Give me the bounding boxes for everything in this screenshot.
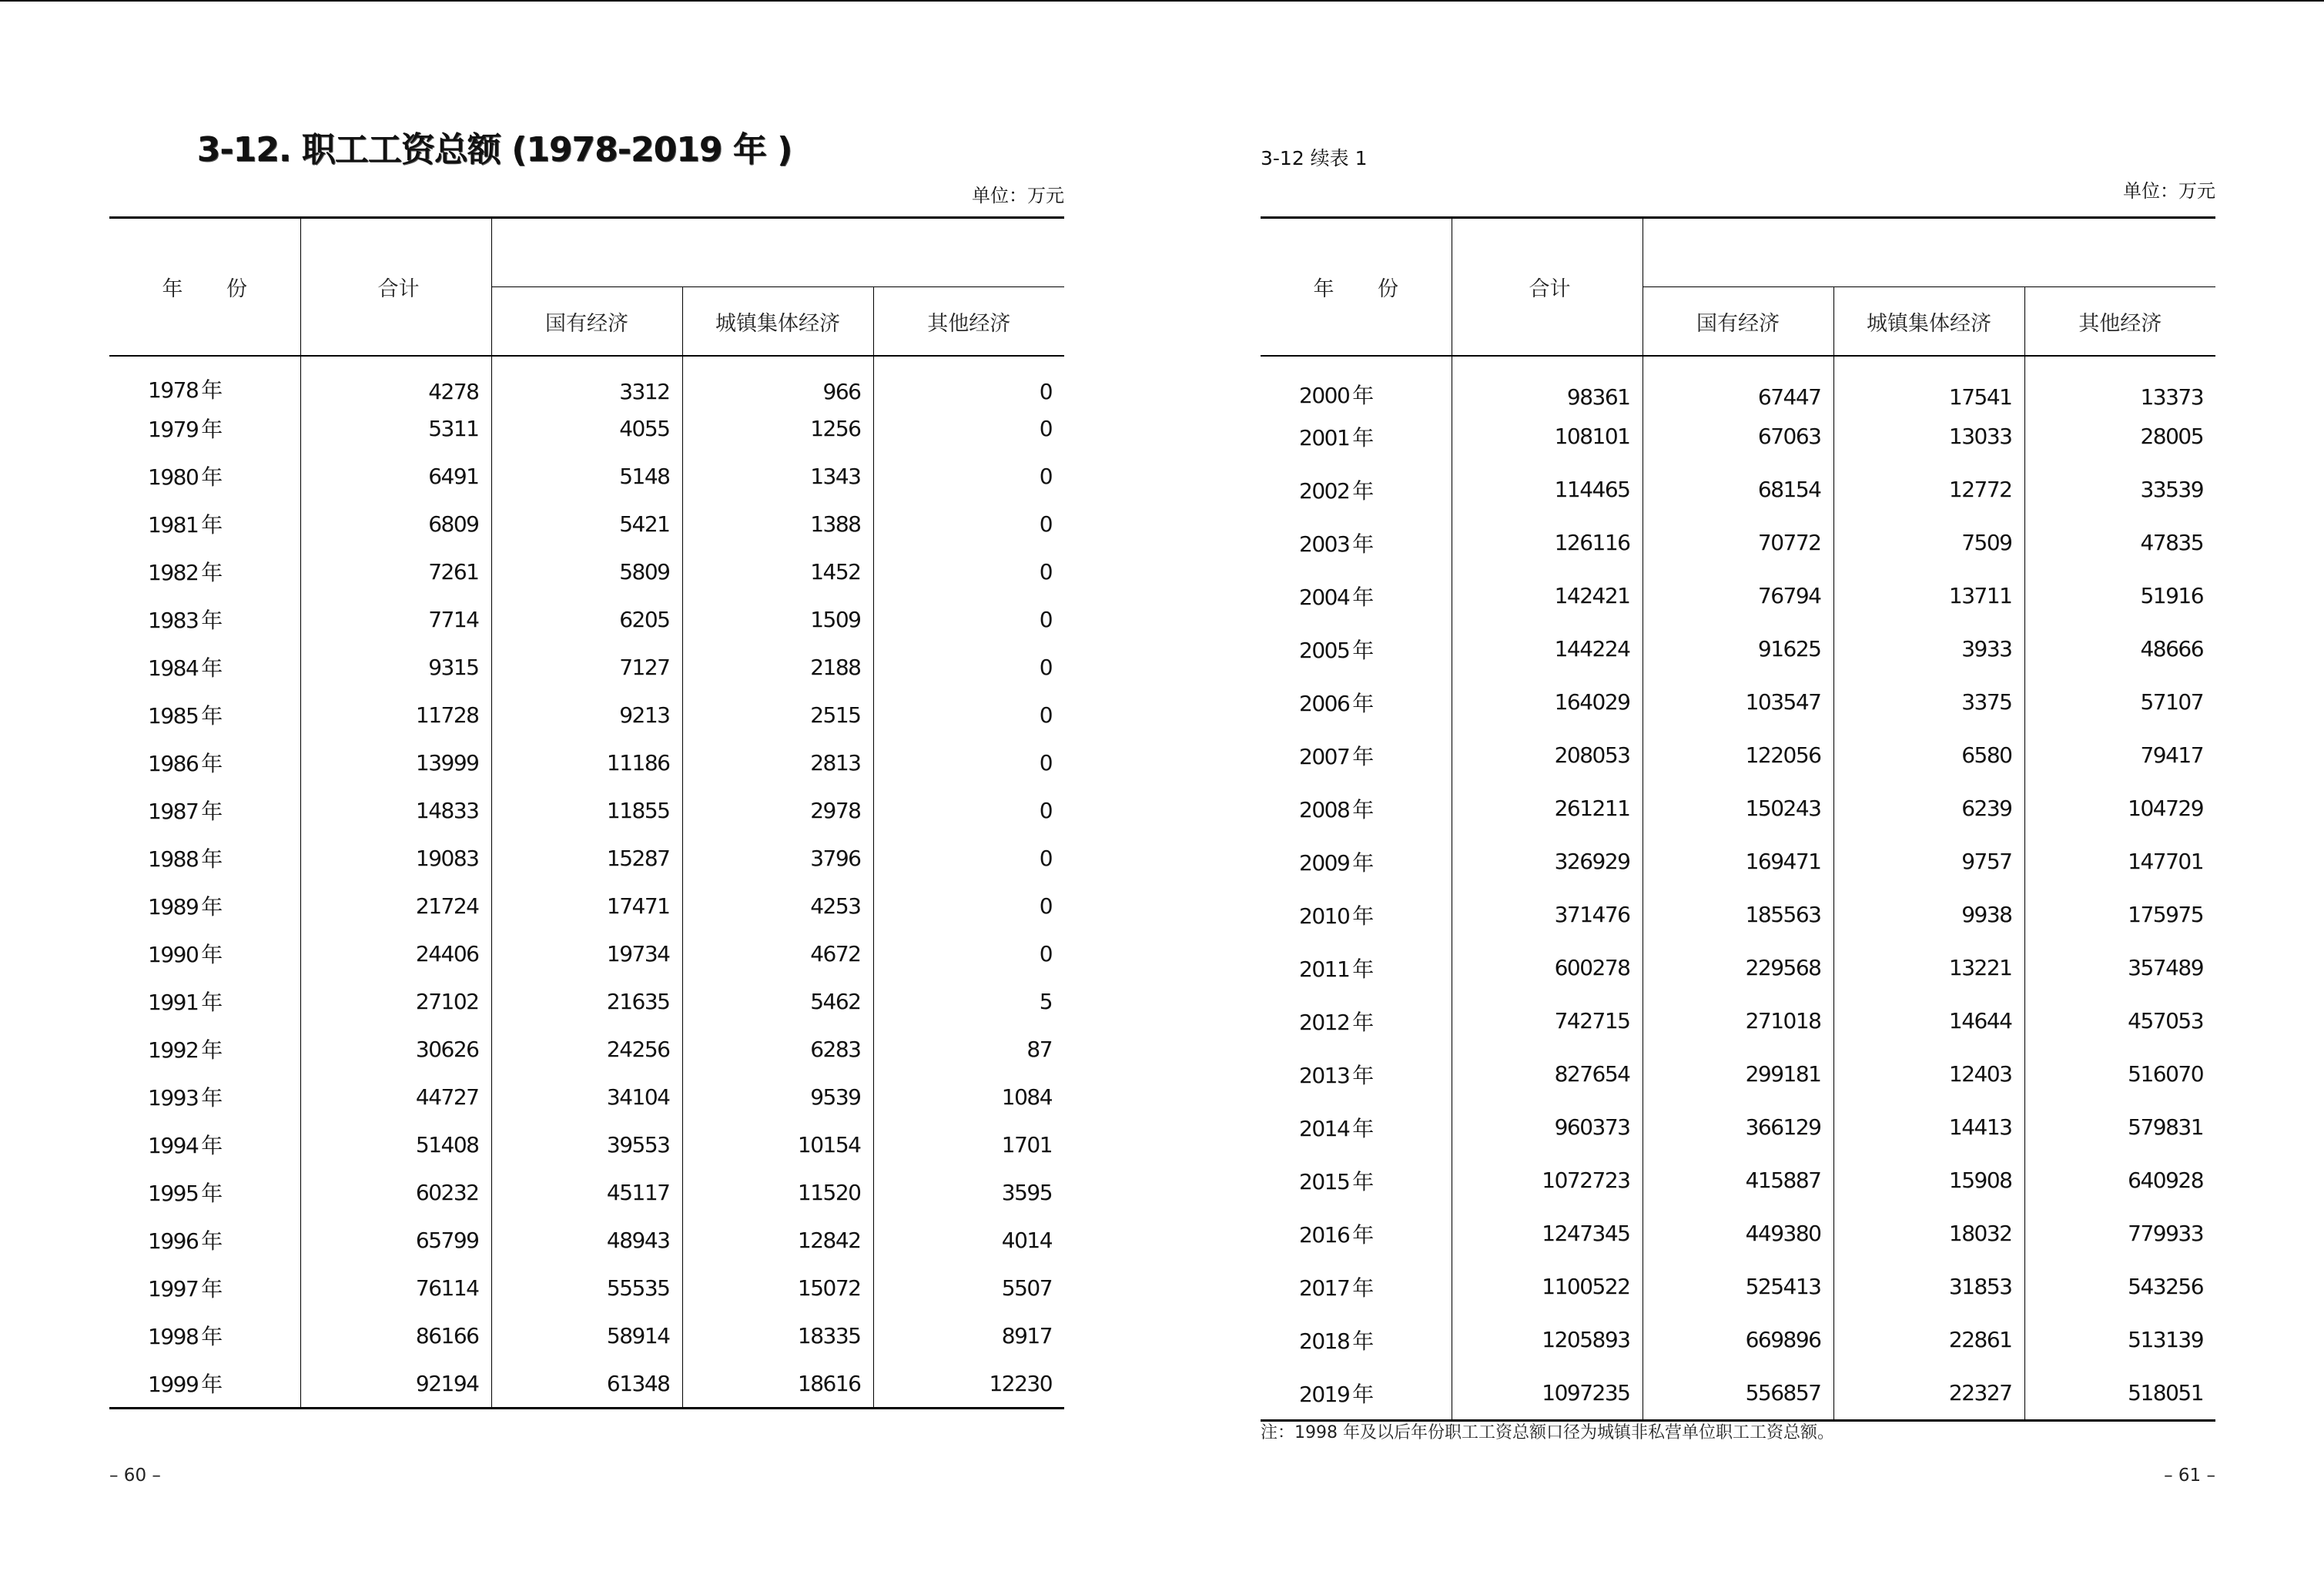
year-cell: 2002 年 [1261, 463, 1452, 516]
year-cell: 2004 年 [1261, 569, 1452, 622]
state-owned-cell: 67447 [1643, 356, 1833, 410]
header-total: 合计 [1452, 218, 1643, 357]
table-row [1261, 356, 2215, 410]
table-row [1261, 516, 2215, 569]
total-cell: 164029 [1452, 675, 1643, 729]
state-owned-cell: 68154 [1643, 463, 1833, 516]
year-cell: 1991 年 [109, 977, 300, 1025]
other-cell: 640928 [2128, 1168, 2204, 1193]
urban-collective-cell: 7509 [1833, 516, 2024, 569]
table-row [1261, 1260, 2215, 1313]
urban-collective-cell: 6580 [1833, 729, 2024, 782]
urban-collective-cell: 2515 [682, 691, 873, 739]
year-cell: 2008 年 [1261, 782, 1452, 835]
table-row [109, 595, 1064, 643]
other-cell: 12230 [873, 1359, 1064, 1409]
state-owned-cell: 9213 [491, 691, 682, 739]
urban-collective-cell: 9757 [1833, 835, 2024, 888]
urban-collective-cell: 3796 [682, 834, 873, 882]
year-cell: 1996 年 [109, 1216, 300, 1264]
table-row [1261, 782, 2215, 835]
year-cell: 1999 年 [109, 1359, 300, 1409]
total-cell: 126116 [1452, 516, 1643, 569]
state-owned-cell: 55535 [491, 1264, 682, 1312]
other-cell: 47835 [2140, 530, 2204, 555]
state-owned-cell: 7127 [491, 643, 682, 691]
state-owned-cell: 61348 [491, 1359, 682, 1409]
year-cell: 2016 年 [1261, 1207, 1452, 1260]
table-row [109, 356, 1064, 404]
urban-collective-cell: 3375 [1833, 675, 2024, 729]
total-cell: 742715 [1452, 994, 1643, 1047]
other-cell: 147701 [2128, 849, 2204, 874]
total-cell: 108101 [1452, 410, 1643, 463]
year-cell: 2019 年 [1261, 1366, 1452, 1421]
other-cell: 33539 [2140, 477, 2204, 502]
year-cell: 2009 年 [1261, 835, 1452, 888]
state-owned-cell: 11186 [491, 739, 682, 786]
header-spacer [491, 218, 1064, 287]
state-owned-cell: 150243 [1643, 782, 1833, 835]
other-cell: 0 [1039, 702, 1053, 728]
table-row [109, 739, 1064, 786]
other-cell: 0 [1039, 415, 1053, 441]
urban-collective-cell: 18616 [682, 1359, 873, 1409]
other-cell: 51916 [2140, 583, 2204, 608]
table-row [1261, 410, 2215, 463]
urban-collective-cell: 12403 [1833, 1047, 2024, 1101]
year-cell: 1994 年 [109, 1121, 300, 1168]
table-row [109, 1073, 1064, 1121]
urban-collective-cell: 12842 [682, 1216, 873, 1264]
year-cell: 1983 年 [109, 595, 300, 643]
state-owned-cell: 229568 [1643, 941, 1833, 994]
urban-collective-cell: 966 [682, 356, 873, 404]
header-total: 合计 [300, 218, 491, 357]
table-row [109, 1359, 1064, 1409]
year-cell: 1990 年 [109, 930, 300, 977]
urban-collective-cell: 1509 [682, 595, 873, 643]
wage-table-2000-2019 [1261, 216, 2215, 1422]
total-cell: 27102 [300, 977, 491, 1025]
year-cell: 1992 年 [109, 1025, 300, 1073]
other-cell: 357489 [2128, 955, 2204, 980]
table-body [109, 356, 1064, 1409]
total-cell: 7714 [300, 595, 491, 643]
table-row [109, 691, 1064, 739]
urban-collective-cell: 13711 [1833, 569, 2024, 622]
total-cell: 13999 [300, 739, 491, 786]
year-cell: 2007 年 [1261, 729, 1452, 782]
other-cell: 28005 [2140, 424, 2204, 449]
year-cell: 2011 年 [1261, 941, 1452, 994]
total-cell: 24406 [300, 930, 491, 977]
total-cell: 86166 [300, 1312, 491, 1359]
urban-collective-cell: 18335 [682, 1312, 873, 1359]
other-cell: 3595 [1001, 1179, 1053, 1205]
total-cell: 11728 [300, 691, 491, 739]
year-cell: 2014 年 [1261, 1101, 1452, 1154]
urban-collective-cell: 13033 [1833, 410, 2024, 463]
total-cell: 827654 [1452, 1047, 1643, 1101]
state-owned-cell: 556857 [1643, 1366, 1833, 1421]
total-cell: 114465 [1452, 463, 1643, 516]
table-row [109, 1216, 1064, 1264]
total-cell: 98361 [1452, 356, 1643, 410]
page-number: – 61 – [2164, 1466, 2215, 1486]
state-owned-cell: 169471 [1643, 835, 1833, 888]
year-cell: 2006 年 [1261, 675, 1452, 729]
other-cell: 518051 [2024, 1366, 2215, 1421]
state-owned-cell: 415887 [1643, 1154, 1833, 1207]
year-cell: 1987 年 [109, 786, 300, 834]
year-cell: 1989 年 [109, 882, 300, 930]
table-row [1261, 1313, 2215, 1366]
other-cell: 516070 [2128, 1061, 2204, 1087]
total-cell: 30626 [300, 1025, 491, 1073]
state-owned-cell: 11855 [491, 786, 682, 834]
state-owned-cell: 103547 [1643, 675, 1833, 729]
other-cell: 0 [1039, 511, 1053, 537]
header-year: 年 份 [109, 218, 300, 357]
other-cell: 87 [1026, 1036, 1053, 1062]
urban-collective-cell: 1256 [682, 404, 873, 452]
year-cell: 2018 年 [1261, 1313, 1452, 1366]
urban-collective-cell: 14644 [1833, 994, 2024, 1047]
table-row [1261, 1207, 2215, 1260]
total-cell: 76114 [300, 1264, 491, 1312]
table-title: 3-12. 职工工资总额 (1978-2019 年 ) [196, 130, 792, 169]
total-cell: 65799 [300, 1216, 491, 1264]
table-row [109, 786, 1064, 834]
other-cell: 0 [1039, 845, 1053, 871]
table-row [109, 500, 1064, 548]
table-row [109, 882, 1064, 930]
table-row [1261, 1101, 2215, 1154]
other-cell: 175975 [2128, 902, 2204, 927]
header-spacer [1643, 218, 2215, 287]
urban-collective-cell: 2813 [682, 739, 873, 786]
state-owned-cell: 299181 [1643, 1047, 1833, 1101]
state-owned-cell: 5809 [491, 548, 682, 595]
year-cell: 2003 年 [1261, 516, 1452, 569]
total-cell: 9315 [300, 643, 491, 691]
table-row [1261, 994, 2215, 1047]
urban-collective-cell: 4253 [682, 882, 873, 930]
year-cell: 1993 年 [109, 1073, 300, 1121]
total-cell: 7261 [300, 548, 491, 595]
total-cell: 600278 [1452, 941, 1643, 994]
state-owned-cell: 6205 [491, 595, 682, 643]
table-row [109, 1168, 1064, 1216]
other-cell: 79417 [2140, 742, 2204, 768]
table-row [109, 930, 1064, 977]
total-cell: 1205893 [1452, 1313, 1643, 1366]
table-row [109, 1121, 1064, 1168]
year-cell: 1997 年 [109, 1264, 300, 1312]
other-cell: 0 [1039, 463, 1053, 489]
other-cell: 0 [1039, 558, 1053, 585]
footnote: 注：1998 年及以后年份职工工资总额口径为城镇非私营单位职工工资总额。 [1261, 1423, 1834, 1442]
year-cell: 1982 年 [109, 548, 300, 595]
urban-collective-cell: 2188 [682, 643, 873, 691]
table-row [1261, 729, 2215, 782]
other-cell: 0 [1039, 940, 1053, 967]
urban-collective-cell: 4672 [682, 930, 873, 977]
other-cell: 0 [1039, 749, 1053, 776]
urban-collective-cell: 1388 [682, 500, 873, 548]
total-cell: 960373 [1452, 1101, 1643, 1154]
state-owned-cell: 185563 [1643, 888, 1833, 941]
urban-collective-cell: 3933 [1833, 622, 2024, 675]
header-urban-collective: 城镇集体经济 [1833, 287, 2024, 357]
header-state-owned: 国有经济 [1643, 287, 1833, 357]
total-cell: 44727 [300, 1073, 491, 1121]
total-cell: 6491 [300, 452, 491, 500]
state-owned-cell: 525413 [1643, 1260, 1833, 1313]
wage-table-1978-1999 [109, 216, 1064, 1409]
other-cell: 0 [1039, 606, 1053, 632]
state-owned-cell: 48943 [491, 1216, 682, 1264]
continuation-title: 3-12 续表 1 [1261, 147, 1368, 169]
state-owned-cell: 271018 [1643, 994, 1833, 1047]
urban-collective-cell: 15908 [1833, 1154, 2024, 1207]
header-year: 年 份 [1261, 218, 1452, 357]
other-cell: 57107 [2140, 689, 2204, 715]
state-owned-cell: 122056 [1643, 729, 1833, 782]
other-cell: 1701 [1001, 1131, 1053, 1157]
other-cell: 0 [1039, 654, 1053, 680]
total-cell: 208053 [1452, 729, 1643, 782]
table-row [1261, 941, 2215, 994]
table-row [109, 643, 1064, 691]
other-cell: 4014 [1001, 1227, 1053, 1253]
other-cell: 457053 [2128, 1008, 2204, 1034]
total-cell: 142421 [1452, 569, 1643, 622]
year-cell: 1981 年 [109, 500, 300, 548]
urban-collective-cell: 14413 [1833, 1101, 2024, 1154]
other-cell: 8917 [1001, 1322, 1053, 1348]
other-cell: 779933 [2128, 1221, 2204, 1246]
year-cell: 1985 年 [109, 691, 300, 739]
year-cell: 1979 年 [109, 404, 300, 452]
total-cell: 92194 [300, 1359, 491, 1409]
urban-collective-cell: 22861 [1833, 1313, 2024, 1366]
state-owned-cell: 45117 [491, 1168, 682, 1216]
total-cell: 19083 [300, 834, 491, 882]
total-cell: 1097235 [1452, 1366, 1643, 1421]
state-owned-cell: 70772 [1643, 516, 1833, 569]
state-owned-cell: 15287 [491, 834, 682, 882]
state-owned-cell: 17471 [491, 882, 682, 930]
year-cell: 1995 年 [109, 1168, 300, 1216]
header-state-owned: 国有经济 [491, 287, 682, 357]
year-cell: 1986 年 [109, 739, 300, 786]
total-cell: 144224 [1452, 622, 1643, 675]
table-row [1261, 1047, 2215, 1101]
total-cell: 4278 [300, 356, 491, 404]
table-row [109, 404, 1064, 452]
state-owned-cell: 39553 [491, 1121, 682, 1168]
year-cell: 2010 年 [1261, 888, 1452, 941]
urban-collective-cell: 1343 [682, 452, 873, 500]
urban-collective-cell: 9539 [682, 1073, 873, 1121]
total-cell: 5311 [300, 404, 491, 452]
urban-collective-cell: 6283 [682, 1025, 873, 1073]
table-body [1261, 356, 2215, 1421]
year-cell: 1978 年 [109, 356, 300, 404]
state-owned-cell: 449380 [1643, 1207, 1833, 1260]
urban-collective-cell: 10154 [682, 1121, 873, 1168]
table-row [1261, 835, 2215, 888]
other-cell: 5 [1039, 988, 1053, 1014]
table-row [1261, 1366, 2215, 1421]
right-page [1261, 0, 2215, 1588]
urban-collective-cell: 1452 [682, 548, 873, 595]
year-cell: 2005 年 [1261, 622, 1452, 675]
total-cell: 1247345 [1452, 1207, 1643, 1260]
state-owned-cell: 4055 [491, 404, 682, 452]
total-cell: 261211 [1452, 782, 1643, 835]
total-cell: 371476 [1452, 888, 1643, 941]
year-cell: 2000 年 [1261, 356, 1452, 410]
state-owned-cell: 5148 [491, 452, 682, 500]
urban-collective-cell: 11520 [682, 1168, 873, 1216]
state-owned-cell: 366129 [1643, 1101, 1833, 1154]
urban-collective-cell: 15072 [682, 1264, 873, 1312]
table-row [1261, 622, 2215, 675]
total-cell: 60232 [300, 1168, 491, 1216]
state-owned-cell: 34104 [491, 1073, 682, 1121]
total-cell: 21724 [300, 882, 491, 930]
other-cell: 0 [1039, 379, 1053, 404]
urban-collective-cell: 17541 [1833, 356, 2024, 410]
unit-label: 单位：万元 [972, 185, 1064, 206]
urban-collective-cell: 9938 [1833, 888, 2024, 941]
total-cell: 1072723 [1452, 1154, 1643, 1207]
other-cell: 1084 [1001, 1084, 1053, 1110]
state-owned-cell: 58914 [491, 1312, 682, 1359]
table-row [109, 1025, 1064, 1073]
state-owned-cell: 3312 [491, 356, 682, 404]
year-cell: 1998 年 [109, 1312, 300, 1359]
total-cell: 51408 [300, 1121, 491, 1168]
year-cell: 1980 年 [109, 452, 300, 500]
state-owned-cell: 67063 [1643, 410, 1833, 463]
table-row [1261, 1154, 2215, 1207]
urban-collective-cell: 5462 [682, 977, 873, 1025]
urban-collective-cell: 31853 [1833, 1260, 2024, 1313]
table-row [109, 1264, 1064, 1312]
other-cell: 543256 [2128, 1274, 2204, 1299]
other-cell: 104729 [2128, 796, 2204, 821]
year-cell: 1984 年 [109, 643, 300, 691]
page-number: – 60 – [109, 1466, 161, 1486]
year-cell: 2017 年 [1261, 1260, 1452, 1313]
left-page [109, 0, 1064, 1588]
year-cell: 2001 年 [1261, 410, 1452, 463]
total-cell: 1100522 [1452, 1260, 1643, 1313]
state-owned-cell: 5421 [491, 500, 682, 548]
unit-label: 单位：万元 [2123, 180, 2215, 202]
table-row [109, 834, 1064, 882]
other-cell: 13373 [2140, 384, 2204, 410]
other-cell: 48666 [2140, 636, 2204, 662]
other-cell: 0 [1039, 893, 1053, 919]
urban-collective-cell: 22327 [1833, 1366, 2024, 1421]
header-other: 其他经济 [873, 287, 1064, 357]
year-cell: 1988 年 [109, 834, 300, 882]
header-urban-collective: 城镇集体经济 [682, 287, 873, 357]
table-row [1261, 888, 2215, 941]
year-cell: 2012 年 [1261, 994, 1452, 1047]
urban-collective-cell: 13221 [1833, 941, 2024, 994]
state-owned-cell: 76794 [1643, 569, 1833, 622]
year-cell: 2013 年 [1261, 1047, 1452, 1101]
table-row [1261, 463, 2215, 516]
state-owned-cell: 669896 [1643, 1313, 1833, 1366]
urban-collective-cell: 18032 [1833, 1207, 2024, 1260]
other-cell: 0 [1039, 797, 1053, 823]
table-row [1261, 675, 2215, 729]
state-owned-cell: 91625 [1643, 622, 1833, 675]
table-row [109, 977, 1064, 1025]
urban-collective-cell: 2978 [682, 786, 873, 834]
table-row [109, 1312, 1064, 1359]
table-row [109, 548, 1064, 595]
total-cell: 6809 [300, 500, 491, 548]
other-cell: 5507 [1001, 1275, 1053, 1301]
total-cell: 14833 [300, 786, 491, 834]
urban-collective-cell: 12772 [1833, 463, 2024, 516]
year-cell: 2015 年 [1261, 1154, 1452, 1207]
table-row [109, 452, 1064, 500]
header-other: 其他经济 [2024, 287, 2215, 357]
state-owned-cell: 19734 [491, 930, 682, 977]
urban-collective-cell: 6239 [1833, 782, 2024, 835]
total-cell: 326929 [1452, 835, 1643, 888]
table-row [1261, 569, 2215, 622]
state-owned-cell: 21635 [491, 977, 682, 1025]
state-owned-cell: 24256 [491, 1025, 682, 1073]
other-cell: 579831 [2128, 1114, 2204, 1140]
other-cell: 513139 [2128, 1327, 2204, 1352]
